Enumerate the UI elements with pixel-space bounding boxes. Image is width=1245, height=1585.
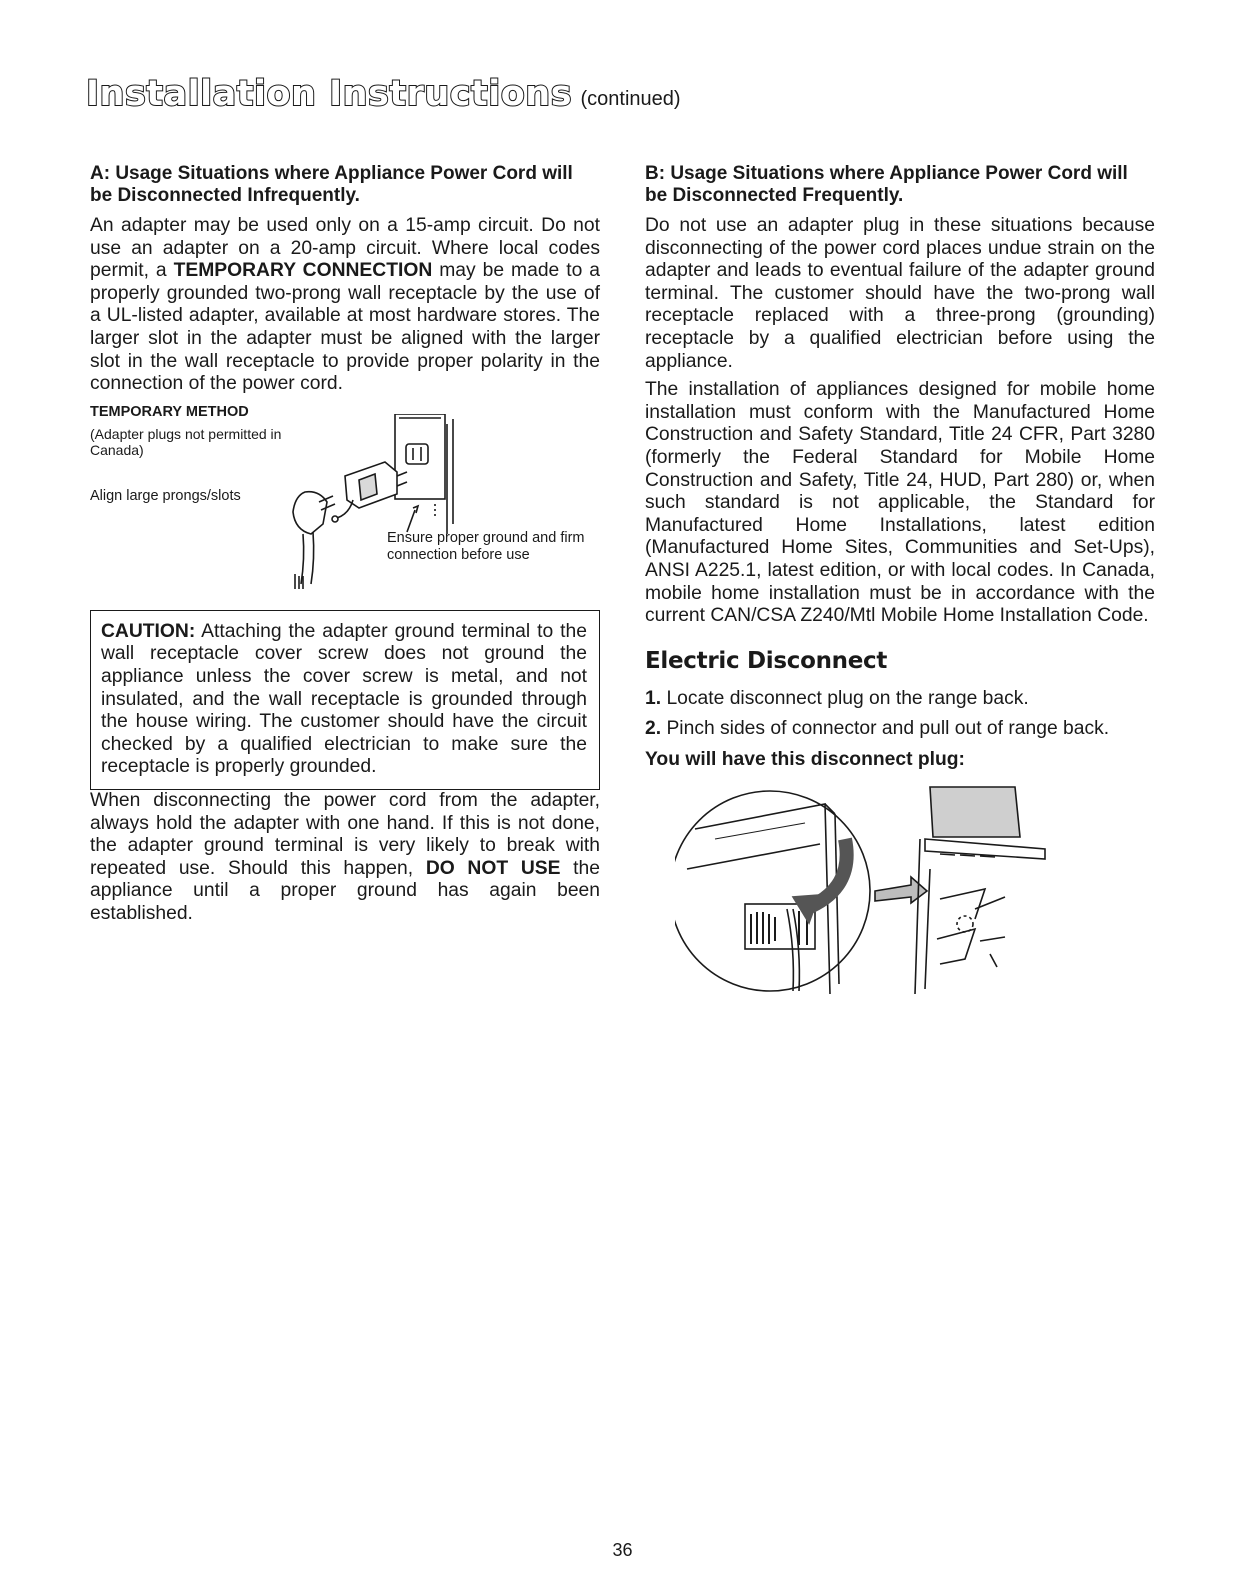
- ensure-label: Ensure proper ground and firm connection before use: [387, 529, 585, 563]
- plug-note: You will have this disconnect plug:: [645, 748, 965, 770]
- page-title: [86, 74, 681, 114]
- do-not-use-emphasis: DO NOT USE: [425, 857, 561, 879]
- electric-disconnect-heading: Electric Disconnect: [645, 647, 888, 674]
- left-column: [90, 163, 600, 931]
- section-a-paragraph: [90, 215, 600, 396]
- step-1: [645, 688, 1155, 711]
- mobile-home-paragraph: The installation of appliances designed for mobile home installation must conform with the Manufactured Home Construction and Safety Standard, Title 24 CFR, Part 3280 (formerly the Federal Standard for Mobile Home Construction and Safety, Title 24, HUD, Part 280) or, when such standard is not applicable, the Standard for Manufactured Home Installations, latest edition (Manufactured Home Sites, Communities and Set-Ups), ANSI A225.1, latest edition, or with local codes. In Canada, mobile home installation must be in accordance with the current CAN/CSA Z240/Mtl Mobile Home Installation Code.: [645, 379, 1155, 627]
- para-text: An adapter may be used only on a 15-amp circuit. Do not use an adapter on a 20-amp circuit. Where local codes permit, a: [90, 215, 600, 282]
- canada-note: (Adapter plugs not permitted in Canada): [90, 425, 282, 458]
- step-2: [645, 718, 1155, 741]
- page-number: 36: [612, 1540, 633, 1560]
- temporary-connection-emphasis: TEMPORARY CONNECTION: [173, 260, 433, 282]
- step-text: Pinch sides of connector and pull out of range back.: [661, 718, 1110, 740]
- adapter-plug-illustration: [275, 414, 475, 589]
- adapter-figure: [90, 404, 600, 594]
- caution-text: [101, 621, 587, 779]
- section-b-heading: B: Usage Situations where Appliance Power Cord will be Disconnected Frequently.: [645, 163, 1128, 206]
- disconnect-plug-figure: [675, 779, 1155, 1009]
- disconnect-warning-paragraph: [90, 790, 600, 926]
- step-number: 1.: [645, 687, 662, 709]
- para-text: When disconnecting the power cord from the adapter, always hold the adapter with one hand. If this is not done, the adapter ground terminal is very likely to break with repeated use. Should this happen,: [90, 789, 600, 879]
- disconnect-plug-illustration: [675, 779, 1055, 1004]
- step-number: 2.: [645, 718, 662, 740]
- section-a-heading: A: Usage Situations where Appliance Power Cord will be Disconnected Infrequently.: [90, 163, 573, 206]
- title-main: Installation Instructions: [86, 74, 573, 114]
- right-column: [645, 163, 1155, 1009]
- title-subtitle: (continued): [580, 88, 681, 110]
- align-label: Align large prongs/slots: [90, 487, 241, 504]
- step-text: Locate disconnect plug on the range back.: [661, 687, 1029, 709]
- temporary-method-label: TEMPORARY METHOD: [90, 403, 249, 420]
- caution-label: CAUTION:: [101, 620, 196, 642]
- para-text: the appliance until a proper ground has again been established.: [90, 857, 600, 924]
- caution-box: [90, 610, 600, 790]
- para-text: may be made to a properly grounded two-prong wall receptacle by the use of a UL-listed adapter, available at most hardware stores. The larger slot in the adapter must be aligned with the larger slot in the wall receptacle to provide proper polarity in the connection of the power cord.: [90, 260, 600, 395]
- section-b-paragraph: Do not use an adapter plug in these situations because disconnecting of the power cord places undue strain on the adapter and leads to eventual failure of the adapter ground terminal. The customer should have the two-prong wall receptacle replaced with a three-prong (grounding) receptacle by a qualified electrician before using the appliance.: [645, 215, 1155, 372]
- caution-body: Attaching the adapter ground terminal to the wall receptacle cover screw does not ground the appliance unless the cover screw is metal, and not insulated, and the wall receptacle is grounded through the house wiring. The customer should have the circuit checked by a qualified electrician to make sure the receptacle is properly grounded.: [101, 620, 587, 778]
